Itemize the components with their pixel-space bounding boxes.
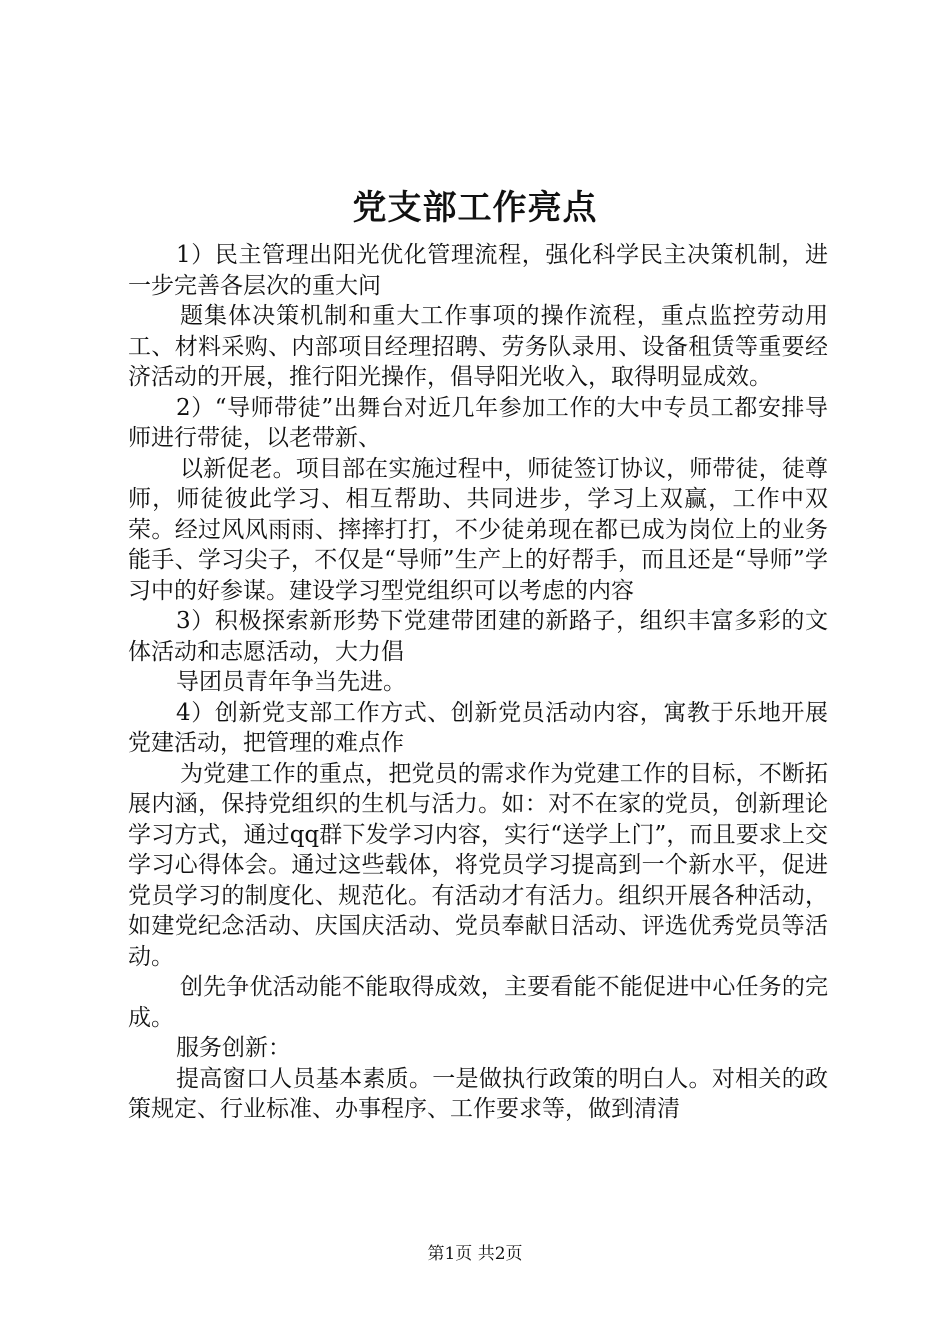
paragraph: 4）创新党支部工作方式、创新党员活动内容，寓教于乐地开展党建活动，把管理的难点作 xyxy=(128,699,828,756)
paragraph: 创先争优活动能不能取得成效，主要看能不能促进中心任务的完成。 xyxy=(128,974,828,1031)
paragraph: 提高窗口人员基本素质。一是做执行政策的明白人。对相关的政策规定、行业标准、办事程序、工作要求等，做到清清 xyxy=(128,1065,828,1122)
page-footer: 第1页 共2页 xyxy=(427,1244,523,1264)
paragraph: 1）民主管理出阳光优化管理流程，强化科学民主决策机制，进一步完善各层次的重大问 xyxy=(128,242,828,299)
paragraph: 服务创新： xyxy=(176,1035,291,1061)
document-body xyxy=(128,240,828,1125)
paragraph: 2）“导师带徒”出舞台对近几年参加工作的大中专员工都安排导师进行带徒，以老带新、 xyxy=(128,394,828,451)
paragraph: 3）积极探索新形势下党建带团建的新路子，组织丰富多彩的文体活动和志愿活动，大力倡 xyxy=(128,608,828,665)
paragraph: 导团员青年争当先进。 xyxy=(176,669,406,695)
paragraph: 为党建工作的重点，把党员的需求作为党建工作的目标，不断拓展内涵，保持党组织的生机与活力。如：对不在家的党员，创新理论学习方式，通过qq群下发学习内容，实行“送学上门”，而且要求上交学习心得体会。通过这些载体，将党员学习提高到一个新水平，促进党员学习的制度化、规范化。有活动才有活力。组织开展各种活动，如建党纪念活动、庆国庆活动、党员奉献日活动、评选优秀党员等活动。 xyxy=(128,760,828,970)
document-title: 党支部工作亮点 xyxy=(352,188,598,228)
paragraph: 题集体决策机制和重大工作事项的操作流程，重点监控劳动用工、材料采购、内部项目经理招聘、劳务队录用、设备租赁等重要经济活动的开展，推行阳光操作，倡导阳光收入，取得明显成效。 xyxy=(128,303,828,390)
paragraph: 以新促老。项目部在实施过程中，师徒签订协议，师带徒，徒尊师，师徒彼此学习、相互帮助、共同进步，学习上双赢，工作中双荣。经过风风雨雨、摔摔打打，不少徒弟现在都已成为岗位上的业务能手、学习尖子，不仅是“导师”生产上的好帮手，而且还是“导师”学习中的好参谋。建设学习型党组织可以考虑的内容 xyxy=(128,455,828,604)
